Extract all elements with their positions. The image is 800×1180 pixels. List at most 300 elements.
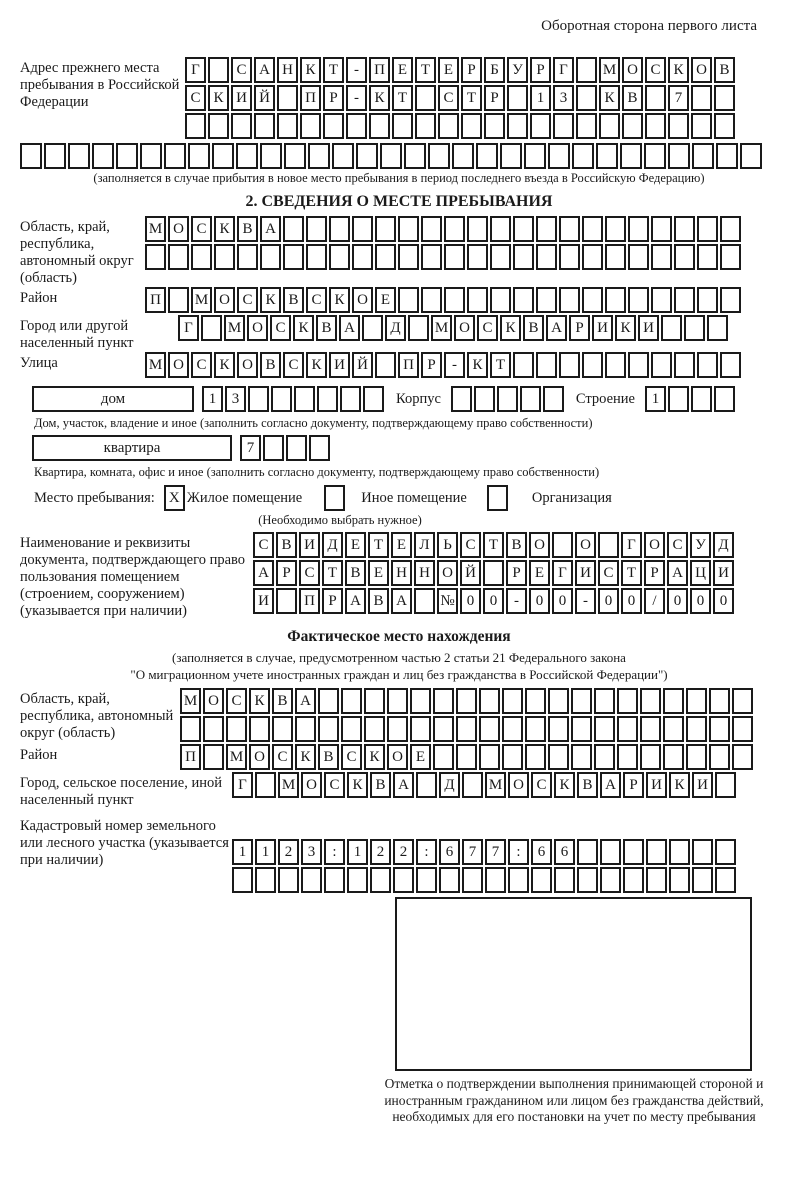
char-box[interactable] <box>309 435 330 461</box>
organization-checkbox[interactable] <box>487 485 510 511</box>
char-box[interactable] <box>577 839 598 865</box>
char-box[interactable] <box>208 113 229 139</box>
char-box[interactable] <box>709 744 730 770</box>
char-box[interactable] <box>329 216 350 242</box>
char-box[interactable] <box>559 287 580 313</box>
char-box[interactable] <box>414 588 435 614</box>
char-box[interactable] <box>500 143 522 169</box>
char-box[interactable]: 7 <box>462 839 483 865</box>
char-box[interactable]: 0 <box>598 588 619 614</box>
char-box[interactable]: Е <box>345 532 366 558</box>
char-box[interactable] <box>531 867 552 893</box>
char-box[interactable] <box>20 143 42 169</box>
char-box[interactable]: 3 <box>301 839 322 865</box>
char-box[interactable] <box>720 216 741 242</box>
char-box[interactable]: О <box>352 287 373 313</box>
char-box[interactable] <box>428 143 450 169</box>
char-box[interactable] <box>715 839 736 865</box>
char-box[interactable] <box>720 287 741 313</box>
char-box[interactable] <box>599 113 620 139</box>
char-box[interactable] <box>201 315 222 341</box>
char-box[interactable]: В <box>506 532 527 558</box>
char-box[interactable] <box>623 867 644 893</box>
char-box[interactable] <box>559 352 580 378</box>
char-box[interactable]: 3 <box>553 85 574 111</box>
char-box[interactable] <box>686 688 707 714</box>
char-box[interactable]: О <box>168 216 189 242</box>
char-box[interactable] <box>308 143 330 169</box>
char-box[interactable]: К <box>669 772 690 798</box>
char-box[interactable] <box>438 113 459 139</box>
char-box[interactable] <box>651 287 672 313</box>
char-box[interactable] <box>651 244 672 270</box>
char-box[interactable] <box>507 85 528 111</box>
char-box[interactable] <box>255 772 276 798</box>
char-box[interactable]: К <box>249 688 270 714</box>
char-box[interactable]: В <box>622 85 643 111</box>
char-box[interactable] <box>300 113 321 139</box>
char-box[interactable]: Т <box>415 57 436 83</box>
char-box[interactable] <box>692 867 713 893</box>
char-box[interactable] <box>596 143 618 169</box>
char-box[interactable] <box>605 244 626 270</box>
char-box[interactable] <box>421 216 442 242</box>
char-box[interactable]: И <box>692 772 713 798</box>
char-box[interactable] <box>644 143 666 169</box>
char-box[interactable] <box>398 244 419 270</box>
char-box[interactable]: С <box>253 532 274 558</box>
char-box[interactable] <box>525 716 546 742</box>
char-box[interactable]: С <box>191 216 212 242</box>
char-box[interactable]: С <box>324 772 345 798</box>
char-box[interactable] <box>536 352 557 378</box>
char-box[interactable]: Е <box>368 560 389 586</box>
char-box[interactable] <box>646 867 667 893</box>
char-box[interactable]: Б <box>484 57 505 83</box>
char-box[interactable] <box>362 315 383 341</box>
char-box[interactable]: - <box>346 85 367 111</box>
char-box[interactable] <box>530 113 551 139</box>
char-box[interactable]: К <box>329 287 350 313</box>
char-box[interactable]: С <box>191 352 212 378</box>
char-box[interactable] <box>208 57 229 83</box>
char-box[interactable]: Р <box>323 85 344 111</box>
char-box[interactable]: 0 <box>667 588 688 614</box>
char-box[interactable] <box>594 716 615 742</box>
char-box[interactable] <box>536 287 557 313</box>
char-box[interactable]: Т <box>621 560 642 586</box>
char-box[interactable]: А <box>345 588 366 614</box>
char-box[interactable]: М <box>599 57 620 83</box>
char-box[interactable] <box>237 244 258 270</box>
char-box[interactable]: Р <box>569 315 590 341</box>
char-box[interactable] <box>645 85 666 111</box>
char-box[interactable] <box>364 716 385 742</box>
char-box[interactable] <box>740 143 762 169</box>
char-box[interactable] <box>263 435 284 461</box>
char-box[interactable]: № <box>437 588 458 614</box>
char-box[interactable] <box>140 143 162 169</box>
char-box[interactable] <box>668 143 690 169</box>
char-box[interactable] <box>380 143 402 169</box>
char-box[interactable] <box>272 716 293 742</box>
char-box[interactable] <box>617 688 638 714</box>
char-box[interactable] <box>697 287 718 313</box>
char-box[interactable]: 7 <box>668 85 689 111</box>
char-box[interactable] <box>576 57 597 83</box>
char-box[interactable] <box>605 287 626 313</box>
other-premises-checkbox[interactable] <box>324 485 347 511</box>
char-box[interactable]: С <box>306 287 327 313</box>
char-box[interactable] <box>720 352 741 378</box>
char-box[interactable]: В <box>272 688 293 714</box>
char-box[interactable]: Д <box>385 315 406 341</box>
char-box[interactable] <box>686 716 707 742</box>
char-box[interactable] <box>684 315 705 341</box>
char-box[interactable] <box>520 386 541 412</box>
char-box[interactable] <box>536 244 557 270</box>
char-box[interactable]: С <box>237 287 258 313</box>
char-box[interactable] <box>691 113 712 139</box>
char-box[interactable]: И <box>638 315 659 341</box>
char-box[interactable]: - <box>346 57 367 83</box>
char-box[interactable]: Е <box>438 57 459 83</box>
char-box[interactable] <box>576 85 597 111</box>
char-box[interactable]: Е <box>392 57 413 83</box>
char-box[interactable]: К <box>214 352 235 378</box>
char-box[interactable]: И <box>646 772 667 798</box>
char-box[interactable]: К <box>500 315 521 341</box>
char-box[interactable]: К <box>668 57 689 83</box>
char-box[interactable] <box>415 85 436 111</box>
char-box[interactable]: В <box>345 560 366 586</box>
char-box[interactable]: В <box>523 315 544 341</box>
char-box[interactable] <box>433 744 454 770</box>
char-box[interactable]: Т <box>483 532 504 558</box>
char-box[interactable]: 6 <box>554 839 575 865</box>
char-box[interactable] <box>329 244 350 270</box>
char-box[interactable]: М <box>278 772 299 798</box>
char-box[interactable] <box>484 113 505 139</box>
char-box[interactable] <box>668 113 689 139</box>
char-box[interactable]: А <box>254 57 275 83</box>
char-box[interactable]: Р <box>276 560 297 586</box>
char-box[interactable] <box>582 352 603 378</box>
char-box[interactable]: П <box>145 287 166 313</box>
char-box[interactable]: X <box>164 485 185 511</box>
char-box[interactable] <box>640 744 661 770</box>
char-box[interactable]: К <box>364 744 385 770</box>
char-box[interactable] <box>559 216 580 242</box>
char-box[interactable] <box>44 143 66 169</box>
char-box[interactable] <box>571 688 592 714</box>
char-box[interactable]: К <box>300 57 321 83</box>
char-box[interactable]: У <box>507 57 528 83</box>
char-box[interactable]: Е <box>375 287 396 313</box>
char-box[interactable]: Т <box>323 57 344 83</box>
char-box[interactable] <box>582 287 603 313</box>
char-box[interactable]: Е <box>410 744 431 770</box>
char-box[interactable] <box>720 244 741 270</box>
char-box[interactable]: О <box>529 532 550 558</box>
char-box[interactable]: М <box>485 772 506 798</box>
char-box[interactable] <box>474 386 495 412</box>
char-box[interactable]: С <box>667 532 688 558</box>
char-box[interactable]: И <box>713 560 734 586</box>
char-box[interactable] <box>68 143 90 169</box>
char-box[interactable] <box>513 287 534 313</box>
char-box[interactable] <box>271 386 292 412</box>
char-box[interactable]: К <box>214 216 235 242</box>
char-box[interactable]: Й <box>254 85 275 111</box>
char-box[interactable] <box>525 744 546 770</box>
char-box[interactable]: 0 <box>713 588 734 614</box>
char-box[interactable]: Р <box>322 588 343 614</box>
char-box[interactable] <box>605 216 626 242</box>
char-box[interactable]: В <box>316 315 337 341</box>
char-box[interactable]: 6 <box>531 839 552 865</box>
char-box[interactable]: А <box>295 688 316 714</box>
char-box[interactable] <box>490 244 511 270</box>
char-box[interactable]: 1 <box>645 386 666 412</box>
char-box[interactable] <box>554 867 575 893</box>
char-box[interactable] <box>598 532 619 558</box>
char-box[interactable]: Л <box>414 532 435 558</box>
char-box[interactable] <box>254 113 275 139</box>
char-box[interactable] <box>324 867 345 893</box>
char-box[interactable]: О <box>622 57 643 83</box>
char-box[interactable] <box>341 688 362 714</box>
char-box[interactable]: С <box>645 57 666 83</box>
char-box[interactable]: Й <box>352 352 373 378</box>
char-box[interactable]: Р <box>461 57 482 83</box>
char-box[interactable] <box>168 244 189 270</box>
char-box[interactable] <box>663 688 684 714</box>
char-box[interactable] <box>513 244 534 270</box>
char-box[interactable] <box>145 244 166 270</box>
char-box[interactable]: Г <box>178 315 199 341</box>
char-box[interactable]: 1 <box>347 839 368 865</box>
char-box[interactable] <box>168 287 189 313</box>
char-box[interactable]: С <box>272 744 293 770</box>
char-box[interactable] <box>356 143 378 169</box>
char-box[interactable] <box>732 688 753 714</box>
char-box[interactable] <box>324 485 345 511</box>
char-box[interactable]: : <box>324 839 345 865</box>
char-box[interactable] <box>697 216 718 242</box>
char-box[interactable] <box>461 113 482 139</box>
char-box[interactable] <box>421 287 442 313</box>
char-box[interactable]: И <box>592 315 613 341</box>
char-box[interactable] <box>594 744 615 770</box>
char-box[interactable] <box>502 744 523 770</box>
char-box[interactable] <box>295 716 316 742</box>
char-box[interactable] <box>640 716 661 742</box>
char-box[interactable]: К <box>347 772 368 798</box>
char-box[interactable]: А <box>600 772 621 798</box>
char-box[interactable]: В <box>368 588 389 614</box>
char-box[interactable] <box>180 716 201 742</box>
char-box[interactable] <box>451 386 472 412</box>
char-box[interactable]: Д <box>439 772 460 798</box>
char-box[interactable]: В <box>237 216 258 242</box>
char-box[interactable]: А <box>253 560 274 586</box>
char-box[interactable] <box>732 716 753 742</box>
char-box[interactable] <box>577 867 598 893</box>
char-box[interactable] <box>623 839 644 865</box>
char-box[interactable]: П <box>299 588 320 614</box>
char-box[interactable]: 2 <box>278 839 299 865</box>
char-box[interactable] <box>185 113 206 139</box>
char-box[interactable]: О <box>575 532 596 558</box>
char-box[interactable]: 7 <box>485 839 506 865</box>
char-box[interactable]: А <box>391 588 412 614</box>
char-box[interactable]: 0 <box>690 588 711 614</box>
char-box[interactable] <box>668 386 689 412</box>
char-box[interactable] <box>476 143 498 169</box>
char-box[interactable]: М <box>224 315 245 341</box>
char-box[interactable] <box>387 688 408 714</box>
char-box[interactable]: О <box>508 772 529 798</box>
char-box[interactable] <box>497 386 518 412</box>
char-box[interactable] <box>352 244 373 270</box>
char-box[interactable] <box>191 244 212 270</box>
char-box[interactable]: 0 <box>529 588 550 614</box>
char-box[interactable] <box>651 352 672 378</box>
char-box[interactable]: : <box>416 839 437 865</box>
char-box[interactable] <box>622 113 643 139</box>
char-box[interactable]: В <box>370 772 391 798</box>
char-box[interactable]: В <box>318 744 339 770</box>
char-box[interactable] <box>462 867 483 893</box>
char-box[interactable]: И <box>329 352 350 378</box>
char-box[interactable]: Д <box>713 532 734 558</box>
char-box[interactable] <box>617 716 638 742</box>
char-box[interactable]: - <box>444 352 465 378</box>
char-box[interactable] <box>456 744 477 770</box>
char-box[interactable]: С <box>477 315 498 341</box>
char-box[interactable] <box>594 688 615 714</box>
char-box[interactable]: Г <box>553 57 574 83</box>
char-box[interactable] <box>416 772 437 798</box>
char-box[interactable] <box>502 716 523 742</box>
char-box[interactable] <box>669 839 690 865</box>
char-box[interactable]: 1 <box>530 85 551 111</box>
char-box[interactable] <box>340 386 361 412</box>
char-box[interactable] <box>582 216 603 242</box>
char-box[interactable]: П <box>398 352 419 378</box>
char-box[interactable] <box>513 216 534 242</box>
char-box[interactable] <box>277 113 298 139</box>
char-box[interactable] <box>576 113 597 139</box>
char-box[interactable]: С <box>460 532 481 558</box>
char-box[interactable] <box>502 688 523 714</box>
char-box[interactable] <box>226 716 247 742</box>
char-box[interactable] <box>691 386 712 412</box>
char-box[interactable] <box>674 244 695 270</box>
char-box[interactable] <box>260 143 282 169</box>
char-box[interactable]: 1 <box>255 839 276 865</box>
char-box[interactable] <box>582 244 603 270</box>
char-box[interactable]: С <box>226 688 247 714</box>
char-box[interactable]: 1 <box>232 839 253 865</box>
char-box[interactable]: О <box>301 772 322 798</box>
char-box[interactable]: / <box>644 588 665 614</box>
char-box[interactable] <box>433 716 454 742</box>
char-box[interactable] <box>513 352 534 378</box>
char-box[interactable]: 2 <box>393 839 414 865</box>
char-box[interactable]: 1 <box>202 386 223 412</box>
char-box[interactable]: М <box>431 315 452 341</box>
char-box[interactable]: Р <box>644 560 665 586</box>
char-box[interactable] <box>352 216 373 242</box>
char-box[interactable]: Г <box>621 532 642 558</box>
char-box[interactable] <box>278 867 299 893</box>
char-box[interactable] <box>277 85 298 111</box>
char-box[interactable] <box>571 716 592 742</box>
char-box[interactable]: Г <box>185 57 206 83</box>
char-box[interactable]: О <box>203 688 224 714</box>
char-box[interactable] <box>456 688 477 714</box>
char-box[interactable] <box>628 287 649 313</box>
char-box[interactable] <box>260 244 281 270</box>
char-box[interactable]: И <box>299 532 320 558</box>
char-box[interactable]: О <box>247 315 268 341</box>
char-box[interactable]: О <box>387 744 408 770</box>
char-box[interactable]: О <box>249 744 270 770</box>
char-box[interactable] <box>548 143 570 169</box>
char-box[interactable] <box>490 216 511 242</box>
char-box[interactable] <box>212 143 234 169</box>
char-box[interactable] <box>707 315 728 341</box>
char-box[interactable] <box>116 143 138 169</box>
char-box[interactable]: 0 <box>621 588 642 614</box>
char-box[interactable] <box>346 113 367 139</box>
char-box[interactable] <box>283 216 304 242</box>
char-box[interactable] <box>651 216 672 242</box>
char-box[interactable] <box>318 688 339 714</box>
char-box[interactable]: Д <box>322 532 343 558</box>
char-box[interactable]: Й <box>460 560 481 586</box>
char-box[interactable] <box>236 143 258 169</box>
char-box[interactable] <box>716 143 738 169</box>
char-box[interactable]: Ц <box>690 560 711 586</box>
char-box[interactable] <box>347 867 368 893</box>
char-box[interactable]: С <box>185 85 206 111</box>
char-box[interactable]: С <box>299 560 320 586</box>
char-box[interactable]: О <box>454 315 475 341</box>
char-box[interactable] <box>600 867 621 893</box>
char-box[interactable] <box>548 688 569 714</box>
char-box[interactable]: К <box>369 85 390 111</box>
char-box[interactable] <box>306 216 327 242</box>
char-box[interactable] <box>732 744 753 770</box>
char-box[interactable]: П <box>300 85 321 111</box>
char-box[interactable] <box>692 839 713 865</box>
char-box[interactable] <box>628 216 649 242</box>
char-box[interactable] <box>301 867 322 893</box>
char-box[interactable]: А <box>260 216 281 242</box>
char-box[interactable] <box>410 716 431 742</box>
char-box[interactable] <box>467 216 488 242</box>
char-box[interactable] <box>571 744 592 770</box>
char-box[interactable] <box>203 744 224 770</box>
char-box[interactable] <box>375 244 396 270</box>
char-box[interactable] <box>214 244 235 270</box>
char-box[interactable]: А <box>339 315 360 341</box>
char-box[interactable] <box>369 113 390 139</box>
char-box[interactable] <box>444 287 465 313</box>
